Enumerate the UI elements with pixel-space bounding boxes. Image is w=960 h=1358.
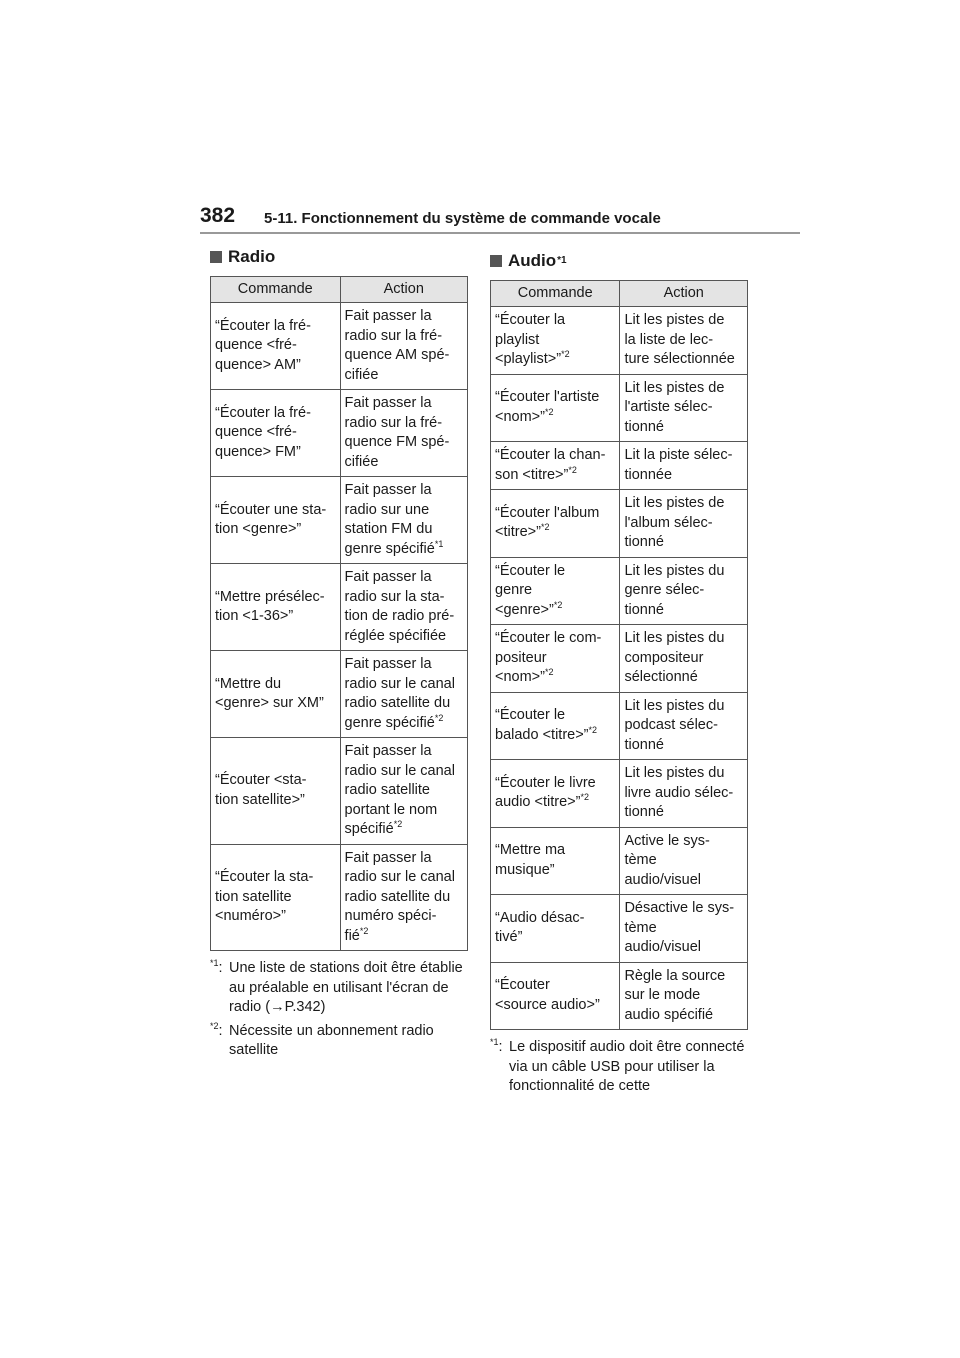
radio-title: Radio	[228, 247, 276, 266]
command-cell	[491, 490, 620, 558]
action-cell	[620, 760, 748, 828]
table-row	[491, 625, 748, 693]
table-row	[211, 844, 468, 951]
action-cell-text: Désactive le sys- tème audio/visuel	[624, 900, 735, 955]
table-row	[491, 307, 748, 375]
table-row	[491, 827, 748, 895]
footnote-text: Nécessite un abonnement radio satellite	[229, 1022, 434, 1058]
table-header-row	[491, 281, 748, 307]
command-cell-text: “Écouter l'artiste <nom>”	[495, 389, 600, 425]
footnote-text: Le dispositif audio doit être connecté via un câble USB pour utiliser la fonctionnalité de cette	[509, 1039, 745, 1094]
action-cell	[340, 390, 467, 477]
table-row	[211, 651, 468, 738]
command-cell	[211, 844, 341, 951]
action-cell-text: Fait passer la radio sur la fré- quence AM spé- cifiée	[344, 308, 450, 383]
footnote-mark: *2	[434, 712, 444, 723]
radio-table	[210, 276, 468, 951]
action-cell	[620, 962, 748, 1030]
header-rule	[200, 232, 800, 234]
action-cell-text: Fait passer la radio sur la sta- tion de radio pré- réglée spécifiée	[344, 569, 455, 644]
action-cell-text: Lit la piste sélec- tionnée	[624, 447, 733, 483]
command-cell	[491, 962, 620, 1030]
command-cell	[211, 651, 341, 738]
audio-heading: Audio *1	[490, 246, 748, 276]
action-cell	[620, 557, 748, 625]
command-cell-text: “Écouter le balado <titre>”	[495, 707, 589, 743]
table-row	[491, 962, 748, 1030]
command-cell	[491, 625, 620, 693]
footnote-mark: *2	[540, 522, 550, 533]
footnote-mark: *2	[568, 464, 577, 475]
command-cell	[491, 374, 620, 442]
footnote	[490, 1038, 748, 1097]
command-cell-text: “Écouter la playlist <playlist>”	[495, 312, 566, 367]
action-cell-text: Fait passer la radio sur la fré- quence FM spé- cifiée	[344, 395, 450, 470]
command-cell-text: “Mettre du <genre> sur XM”	[215, 675, 324, 711]
command-cell-text: “Écouter l'album <titre>”	[495, 504, 600, 541]
footnote-mark: *2	[210, 1020, 219, 1031]
table-row	[491, 692, 748, 760]
audio-title: Audio	[508, 251, 557, 270]
footnote-text: Une liste de stations doit être établie au préalable en utilisant l'écran de radio (→P.342)	[229, 960, 463, 1015]
radio-section	[210, 242, 468, 1065]
table-row	[211, 390, 468, 477]
command-cell-text: “Audio désac- tivé”	[495, 909, 585, 946]
page-number: 382	[200, 204, 236, 227]
footnote-mark: *2	[359, 925, 369, 936]
footnote-label: $^{*2}$:	[210, 1020, 223, 1039]
table-row	[491, 442, 748, 490]
command-cell-text: “Mettre ma musique”	[495, 842, 566, 878]
action-cell	[620, 374, 748, 442]
action-cell	[620, 692, 748, 760]
action-cell-text: Lit les pistes du livre audio sélec- tionné	[624, 765, 734, 820]
footnote-mark: *1	[434, 538, 444, 549]
table-row	[491, 374, 748, 442]
footnote-mark: *2	[393, 819, 403, 830]
command-cell-text: “Écouter la chan- son <titre>”	[495, 447, 606, 483]
command-cell	[491, 307, 620, 375]
chapter-title: 5-11. Fonctionnement du système de commande vocale	[264, 210, 661, 227]
footnote	[210, 1022, 468, 1061]
action-cell	[620, 827, 748, 895]
audio-table-body	[491, 307, 748, 1030]
table-row	[491, 760, 748, 828]
audio-section	[490, 246, 748, 1101]
action-cell	[620, 442, 748, 490]
command-cell-text: “Écouter la fré- quence <fré- quence> FM”	[215, 404, 311, 460]
command-cell	[491, 442, 620, 490]
table-row	[211, 303, 468, 390]
footnote-mark: *2	[588, 724, 598, 735]
table-row	[211, 477, 468, 564]
command-cell-text: “Écouter <sta- tion satellite>”	[215, 772, 307, 808]
command-cell	[211, 564, 341, 651]
action-cell-text: Lit les pistes de l'album sélec- tionné	[624, 495, 725, 550]
footnote-mark: *2	[544, 667, 554, 678]
footnote-mark: *2	[580, 792, 589, 803]
action-cell-text: Lit les pistes de l'artiste sélec- tionné	[624, 379, 725, 435]
command-cell	[211, 303, 341, 390]
command-cell	[491, 895, 620, 963]
action-cell	[620, 307, 748, 375]
action-cell	[340, 844, 467, 951]
action-cell	[340, 303, 467, 390]
action-cell-text: Active le sys- tème audio/visuel	[624, 832, 710, 888]
footnote-mark: *2	[561, 349, 570, 360]
footnote-mark: *1	[490, 1037, 499, 1048]
action-cell-text: Fait passer la radio sur le canal radio satellite portant le nom spécifié	[344, 743, 455, 837]
command-cell-text: “Écouter une sta- tion <genre>”	[215, 501, 327, 537]
action-cell-text: Fait passer la radio sur le canal radio satellite du genre spécifié	[344, 656, 455, 731]
footnote-label: $^{*1}$:	[210, 958, 223, 976]
square-bullet-icon	[490, 255, 502, 267]
radio-footnotes	[210, 959, 468, 1061]
footnote-mark: *2	[544, 406, 554, 417]
audio-footnotes	[490, 1038, 748, 1097]
command-cell	[211, 738, 341, 845]
command-cell	[491, 827, 620, 895]
command-cell-text: “Écouter la sta- tion satellite <numéro>”	[215, 869, 314, 924]
command-cell-text: “Mettre présélec- tion <1-36>”	[215, 588, 325, 624]
col-action: Action	[340, 277, 467, 303]
table-row	[211, 564, 468, 651]
command-cell	[491, 557, 620, 625]
col-command: Commande	[491, 281, 620, 307]
action-cell	[620, 895, 748, 963]
table-row	[491, 557, 748, 625]
action-cell	[340, 651, 467, 738]
table-row	[491, 490, 748, 558]
action-cell-text: Règle la source sur le mode audio spécifié	[624, 967, 726, 1023]
action-cell	[620, 625, 748, 693]
action-cell	[340, 738, 467, 845]
command-cell-text: “Écouter <source audio>”	[495, 977, 600, 1013]
action-cell	[340, 477, 467, 564]
action-cell	[620, 490, 748, 558]
action-cell-text: Fait passer la radio sur le canal radio satellite du numéro spéci- fié	[344, 849, 455, 944]
footnote-mark: *1	[210, 958, 219, 969]
footnote-mark: *2	[553, 599, 563, 610]
radio-table-body	[211, 303, 468, 951]
action-cell-text: Fait passer la radio sur une station FM du genre spécifié	[344, 482, 435, 557]
action-cell-text: Lit les pistes du genre sélec- tionné	[624, 562, 725, 618]
table-row	[491, 895, 748, 963]
command-cell-text: “Écouter le livre audio <titre>”	[495, 774, 596, 811]
footnote	[210, 959, 468, 1018]
col-action: Action	[620, 281, 748, 307]
action-cell-text: Lit les pistes du compositeur sélectionné	[624, 630, 725, 685]
page-header	[200, 200, 800, 240]
square-bullet-icon	[210, 251, 222, 263]
action-cell-text: Lit les pistes du podcast sélec- tionné	[624, 697, 725, 753]
table-header-row	[211, 277, 468, 303]
footnote-label: $^{*1}$:	[490, 1037, 503, 1055]
command-cell-text: “Écouter le genre <genre>”	[495, 562, 566, 618]
command-cell	[491, 760, 620, 828]
command-cell	[211, 390, 341, 477]
action-cell	[340, 564, 467, 651]
command-cell	[491, 692, 620, 760]
command-cell-text: “Écouter la fré- quence <fré- quence> AM”	[215, 317, 311, 373]
radio-heading	[210, 242, 468, 272]
table-row	[211, 738, 468, 845]
command-cell-text: “Écouter le com- positeur <nom>”	[495, 630, 602, 685]
command-cell	[211, 477, 341, 564]
col-command: Commande	[211, 277, 341, 303]
audio-table	[490, 280, 748, 1030]
action-cell-text: Lit les pistes de la liste de lec- ture sélectionnée	[624, 312, 735, 367]
